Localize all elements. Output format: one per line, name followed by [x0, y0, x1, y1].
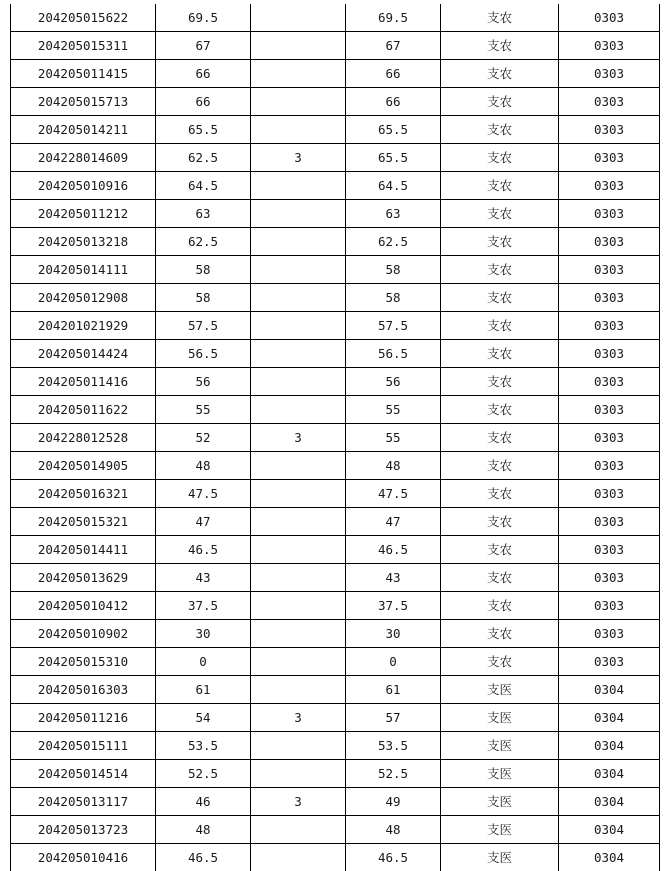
table-row [11, 620, 660, 648]
total-score-cell: 66 [346, 88, 441, 116]
written-score-cell: 47.5 [156, 480, 251, 508]
bonus-points-cell [251, 116, 346, 144]
total-score-cell: 65.5 [346, 116, 441, 144]
exam-id-cell: 204205013117 [11, 788, 156, 816]
total-score-cell: 37.5 [346, 592, 441, 620]
post-name-cell: 支农 [441, 480, 559, 508]
post-code-cell: 0304 [559, 732, 660, 760]
written-score-cell: 62.5 [156, 144, 251, 172]
post-code-cell: 0303 [559, 536, 660, 564]
post-name-cell: 支农 [441, 536, 559, 564]
post-code-cell: 0304 [559, 676, 660, 704]
exam-id-cell: 204205016303 [11, 676, 156, 704]
post-code-cell: 0303 [559, 172, 660, 200]
total-score-cell: 61 [346, 676, 441, 704]
post-code-cell: 0303 [559, 592, 660, 620]
written-score-cell: 66 [156, 88, 251, 116]
total-score-cell: 55 [346, 396, 441, 424]
total-score-cell: 56.5 [346, 340, 441, 368]
exam-id-cell: 204205015622 [11, 4, 156, 32]
table-row [11, 536, 660, 564]
post-code-cell: 0303 [559, 648, 660, 676]
exam-id-cell: 204205014211 [11, 116, 156, 144]
post-code-cell: 0303 [559, 88, 660, 116]
table-row [11, 816, 660, 844]
post-code-cell: 0303 [559, 312, 660, 340]
total-score-cell: 57.5 [346, 312, 441, 340]
written-score-cell: 56.5 [156, 340, 251, 368]
exam-id-cell: 204205014905 [11, 452, 156, 480]
bonus-points-cell [251, 620, 346, 648]
written-score-cell: 57.5 [156, 312, 251, 340]
written-score-cell: 46.5 [156, 536, 251, 564]
bonus-points-cell [251, 200, 346, 228]
table-row [11, 200, 660, 228]
exam-id-cell: 204205011212 [11, 200, 156, 228]
post-name-cell: 支农 [441, 368, 559, 396]
exam-id-cell: 204205011415 [11, 60, 156, 88]
post-code-cell: 0303 [559, 256, 660, 284]
post-name-cell: 支医 [441, 788, 559, 816]
total-score-cell: 46.5 [346, 844, 441, 871]
exam-id-cell: 204205014514 [11, 760, 156, 788]
bonus-points-cell [251, 172, 346, 200]
post-code-cell: 0303 [559, 480, 660, 508]
exam-id-cell: 204205015713 [11, 88, 156, 116]
exam-id-cell: 204228014609 [11, 144, 156, 172]
post-name-cell: 支农 [441, 424, 559, 452]
post-code-cell: 0303 [559, 228, 660, 256]
table-row [11, 4, 660, 32]
post-name-cell: 支农 [441, 200, 559, 228]
table-row [11, 312, 660, 340]
table-row [11, 704, 660, 732]
bonus-points-cell [251, 732, 346, 760]
post-name-cell: 支农 [441, 116, 559, 144]
written-score-cell: 64.5 [156, 172, 251, 200]
exam-id-cell: 204205015111 [11, 732, 156, 760]
exam-id-cell: 204205010412 [11, 592, 156, 620]
total-score-cell: 62.5 [346, 228, 441, 256]
exam-id-cell: 204205015311 [11, 32, 156, 60]
post-name-cell: 支农 [441, 228, 559, 256]
post-name-cell: 支农 [441, 564, 559, 592]
bonus-points-cell [251, 284, 346, 312]
post-name-cell: 支农 [441, 144, 559, 172]
post-name-cell: 支医 [441, 844, 559, 871]
bonus-points-cell [251, 760, 346, 788]
post-name-cell: 支农 [441, 452, 559, 480]
bonus-points-cell [251, 60, 346, 88]
bonus-points-cell [251, 536, 346, 564]
post-name-cell: 支农 [441, 32, 559, 60]
total-score-cell: 69.5 [346, 4, 441, 32]
bonus-points-cell [251, 564, 346, 592]
table-row [11, 340, 660, 368]
post-code-cell: 0303 [559, 564, 660, 592]
total-score-cell: 48 [346, 816, 441, 844]
table-row [11, 32, 660, 60]
table-row [11, 760, 660, 788]
bonus-points-cell [251, 396, 346, 424]
score-sheet [10, 4, 660, 871]
exam-id-cell: 204205016321 [11, 480, 156, 508]
post-name-cell: 支医 [441, 732, 559, 760]
post-code-cell: 0303 [559, 424, 660, 452]
exam-id-cell: 204205010916 [11, 172, 156, 200]
table-row [11, 88, 660, 116]
exam-id-cell: 204205013218 [11, 228, 156, 256]
bonus-points-cell [251, 480, 346, 508]
bonus-points-cell [251, 676, 346, 704]
post-name-cell: 支农 [441, 648, 559, 676]
written-score-cell: 53.5 [156, 732, 251, 760]
post-name-cell: 支农 [441, 396, 559, 424]
bonus-points-cell [251, 340, 346, 368]
table-row [11, 676, 660, 704]
post-code-cell: 0304 [559, 704, 660, 732]
bonus-points-cell [251, 816, 346, 844]
total-score-cell: 48 [346, 452, 441, 480]
post-name-cell: 支医 [441, 676, 559, 704]
written-score-cell: 58 [156, 256, 251, 284]
exam-id-cell: 204228012528 [11, 424, 156, 452]
bonus-points-cell [251, 648, 346, 676]
post-name-cell: 支医 [441, 704, 559, 732]
post-name-cell: 支农 [441, 620, 559, 648]
bonus-points-cell: 3 [251, 424, 346, 452]
post-name-cell: 支农 [441, 256, 559, 284]
written-score-cell: 43 [156, 564, 251, 592]
post-code-cell: 0304 [559, 816, 660, 844]
written-score-cell: 48 [156, 816, 251, 844]
post-code-cell: 0303 [559, 284, 660, 312]
written-score-cell: 65.5 [156, 116, 251, 144]
exam-id-cell: 204205014424 [11, 340, 156, 368]
post-code-cell: 0303 [559, 368, 660, 396]
table-row [11, 116, 660, 144]
total-score-cell: 30 [346, 620, 441, 648]
bonus-points-cell [251, 508, 346, 536]
post-name-cell: 支医 [441, 816, 559, 844]
bonus-points-cell [251, 844, 346, 871]
post-code-cell: 0303 [559, 144, 660, 172]
total-score-cell: 46.5 [346, 536, 441, 564]
table-row [11, 648, 660, 676]
bonus-points-cell [251, 592, 346, 620]
post-code-cell: 0303 [559, 396, 660, 424]
bonus-points-cell [251, 312, 346, 340]
post-code-cell: 0304 [559, 844, 660, 871]
bonus-points-cell [251, 228, 346, 256]
exam-id-cell: 204205015310 [11, 648, 156, 676]
exam-id-cell: 204201021929 [11, 312, 156, 340]
table-row [11, 396, 660, 424]
written-score-cell: 66 [156, 60, 251, 88]
total-score-cell: 58 [346, 284, 441, 312]
post-code-cell: 0303 [559, 32, 660, 60]
post-name-cell: 支农 [441, 172, 559, 200]
table-row [11, 256, 660, 284]
bonus-points-cell [251, 32, 346, 60]
exam-id-cell: 204205011416 [11, 368, 156, 396]
table-row [11, 228, 660, 256]
exam-id-cell: 204205015321 [11, 508, 156, 536]
total-score-cell: 67 [346, 32, 441, 60]
exam-id-cell: 204205012908 [11, 284, 156, 312]
table-row [11, 368, 660, 396]
post-code-cell: 0303 [559, 452, 660, 480]
bonus-points-cell [251, 452, 346, 480]
table-row [11, 284, 660, 312]
total-score-cell: 52.5 [346, 760, 441, 788]
post-name-cell: 支农 [441, 508, 559, 536]
post-name-cell: 支医 [441, 760, 559, 788]
bonus-points-cell [251, 4, 346, 32]
table-row [11, 452, 660, 480]
post-code-cell: 0303 [559, 60, 660, 88]
score-table [10, 4, 660, 871]
post-name-cell: 支农 [441, 340, 559, 368]
post-code-cell: 0303 [559, 508, 660, 536]
written-score-cell: 47 [156, 508, 251, 536]
total-score-cell: 47.5 [346, 480, 441, 508]
exam-id-cell: 204205013723 [11, 816, 156, 844]
table-row [11, 424, 660, 452]
written-score-cell: 63 [156, 200, 251, 228]
post-name-cell: 支农 [441, 4, 559, 32]
total-score-cell: 43 [346, 564, 441, 592]
total-score-cell: 58 [346, 256, 441, 284]
written-score-cell: 52.5 [156, 760, 251, 788]
total-score-cell: 0 [346, 648, 441, 676]
post-code-cell: 0303 [559, 340, 660, 368]
written-score-cell: 37.5 [156, 592, 251, 620]
total-score-cell: 65.5 [346, 144, 441, 172]
table-row [11, 844, 660, 871]
table-row [11, 508, 660, 536]
table-row [11, 144, 660, 172]
written-score-cell: 67 [156, 32, 251, 60]
table-row [11, 172, 660, 200]
written-score-cell: 56 [156, 368, 251, 396]
post-name-cell: 支农 [441, 284, 559, 312]
bonus-points-cell [251, 256, 346, 284]
bonus-points-cell [251, 88, 346, 116]
exam-id-cell: 204205010416 [11, 844, 156, 871]
total-score-cell: 57 [346, 704, 441, 732]
total-score-cell: 63 [346, 200, 441, 228]
post-code-cell: 0304 [559, 788, 660, 816]
post-name-cell: 支农 [441, 312, 559, 340]
total-score-cell: 55 [346, 424, 441, 452]
written-score-cell: 62.5 [156, 228, 251, 256]
written-score-cell: 0 [156, 648, 251, 676]
table-row [11, 788, 660, 816]
bonus-points-cell: 3 [251, 704, 346, 732]
table-row [11, 732, 660, 760]
table-row [11, 592, 660, 620]
written-score-cell: 55 [156, 396, 251, 424]
post-code-cell: 0303 [559, 4, 660, 32]
exam-id-cell: 204205010902 [11, 620, 156, 648]
post-code-cell: 0303 [559, 200, 660, 228]
table-row [11, 60, 660, 88]
bonus-points-cell: 3 [251, 144, 346, 172]
written-score-cell: 46.5 [156, 844, 251, 871]
written-score-cell: 61 [156, 676, 251, 704]
post-code-cell: 0303 [559, 620, 660, 648]
bonus-points-cell [251, 368, 346, 396]
post-name-cell: 支农 [441, 592, 559, 620]
written-score-cell: 52 [156, 424, 251, 452]
exam-id-cell: 204205014111 [11, 256, 156, 284]
total-score-cell: 66 [346, 60, 441, 88]
exam-id-cell: 204205013629 [11, 564, 156, 592]
post-name-cell: 支农 [441, 60, 559, 88]
total-score-cell: 56 [346, 368, 441, 396]
exam-id-cell: 204205011622 [11, 396, 156, 424]
table-row [11, 564, 660, 592]
post-code-cell: 0303 [559, 116, 660, 144]
written-score-cell: 30 [156, 620, 251, 648]
bonus-points-cell: 3 [251, 788, 346, 816]
exam-id-cell: 204205011216 [11, 704, 156, 732]
total-score-cell: 47 [346, 508, 441, 536]
table-row [11, 480, 660, 508]
score-table-body [11, 4, 660, 871]
written-score-cell: 54 [156, 704, 251, 732]
written-score-cell: 69.5 [156, 4, 251, 32]
post-name-cell: 支农 [441, 88, 559, 116]
written-score-cell: 46 [156, 788, 251, 816]
total-score-cell: 64.5 [346, 172, 441, 200]
total-score-cell: 53.5 [346, 732, 441, 760]
written-score-cell: 58 [156, 284, 251, 312]
written-score-cell: 48 [156, 452, 251, 480]
exam-id-cell: 204205014411 [11, 536, 156, 564]
post-code-cell: 0304 [559, 760, 660, 788]
total-score-cell: 49 [346, 788, 441, 816]
